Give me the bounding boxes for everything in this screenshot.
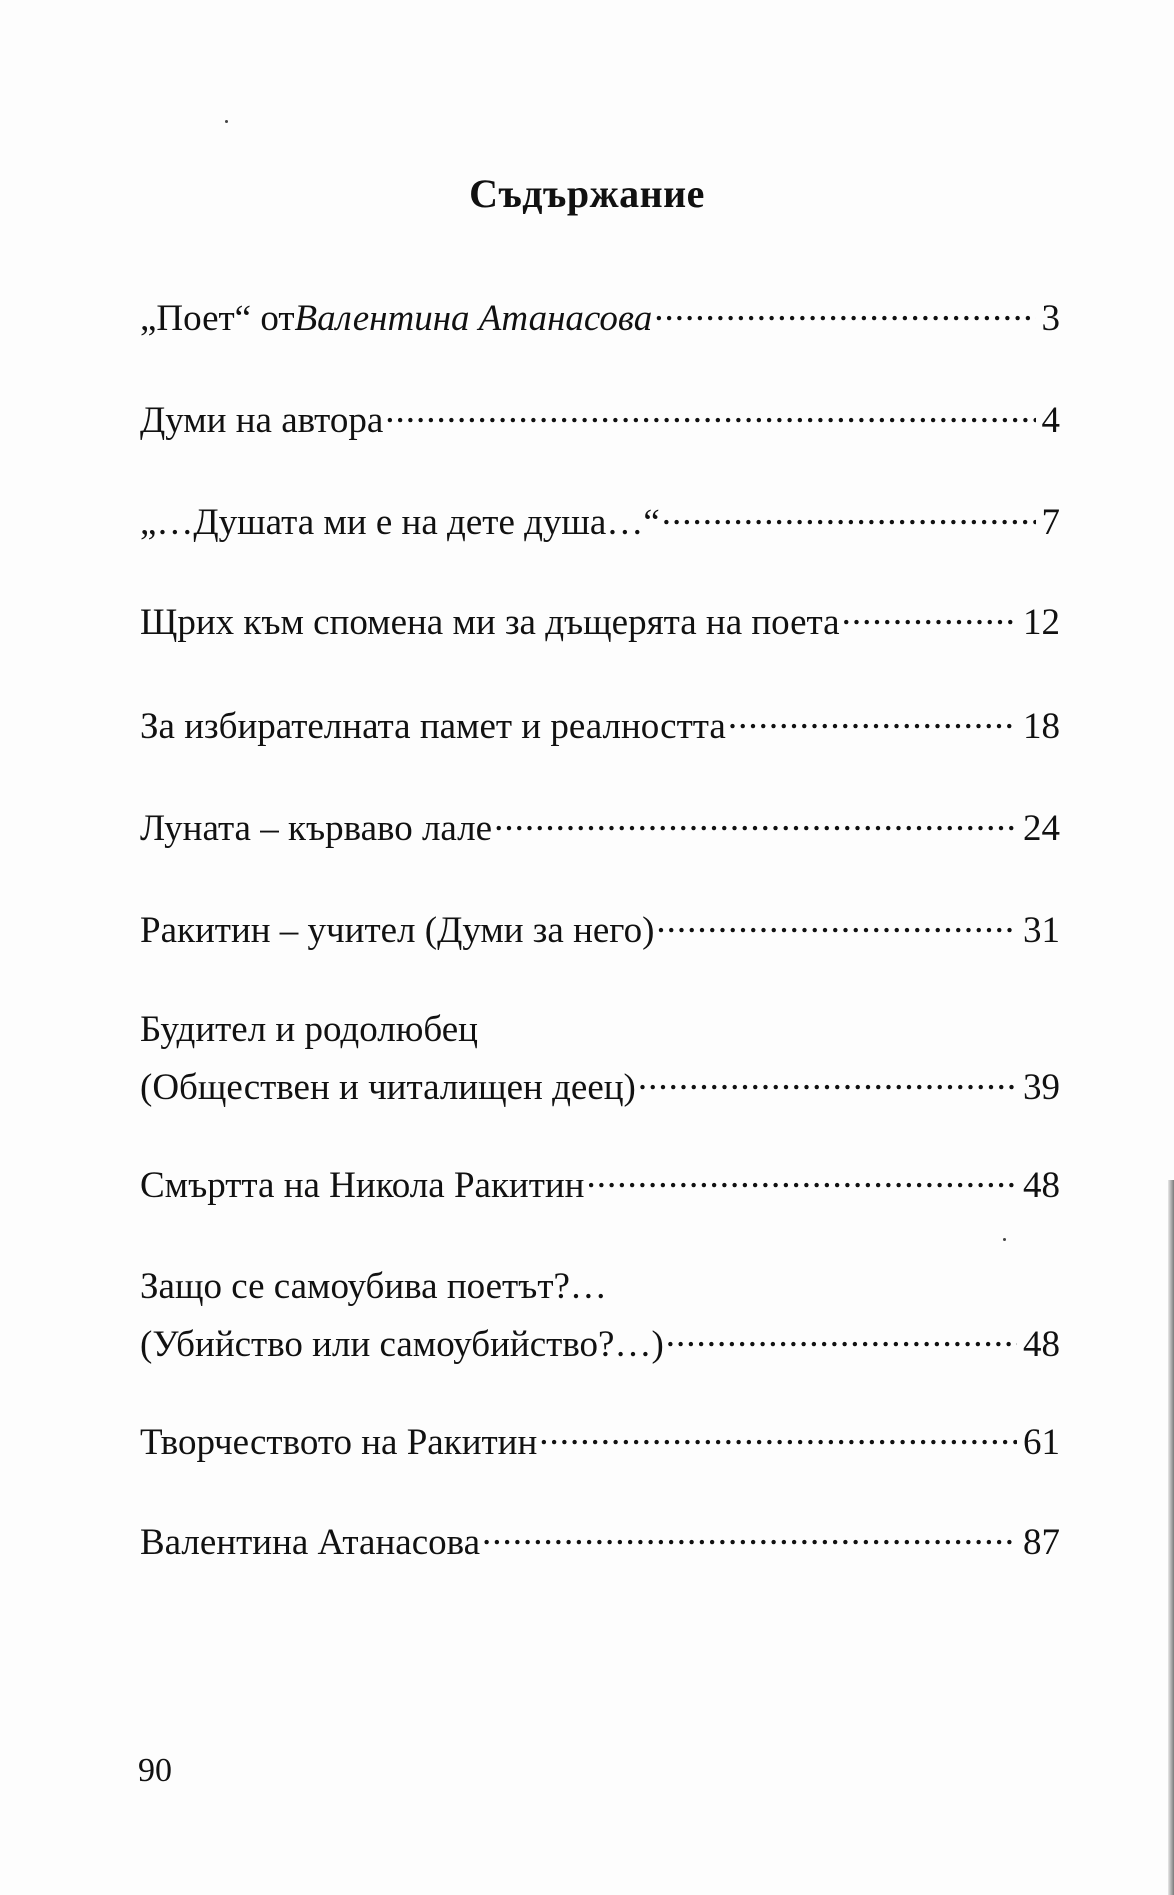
toc-entry-title: Ракитин – учител (Думи за него) — [140, 910, 655, 951]
dot-leader — [728, 701, 1017, 738]
toc-entry-page: 18 — [1023, 706, 1060, 747]
page-edge-shadow — [1168, 1180, 1174, 1895]
toc-entry-title: Думи на автора — [140, 400, 384, 441]
toc-entry-title-line1: Будител и родолюбец — [140, 1009, 478, 1050]
toc-entry-page: 4 — [1041, 400, 1060, 441]
dot-leader — [482, 1517, 1017, 1554]
dot-leader — [587, 1160, 1018, 1197]
toc-entry-page: 87 — [1023, 1522, 1060, 1563]
dot-leader — [385, 395, 1035, 432]
toc-entry — [140, 1417, 1060, 1468]
toc-entry-title: Валентина Атанасова — [140, 1522, 481, 1563]
toc-entry — [140, 701, 1060, 752]
toc-entry-page: 31 — [1023, 910, 1060, 951]
dot-leader — [662, 497, 1036, 534]
toc-entry — [140, 1517, 1060, 1568]
toc-entry-page: 3 — [1041, 298, 1060, 339]
toc-entry — [140, 905, 1060, 956]
toc-entry — [140, 597, 1060, 648]
toc-entry-page: 12 — [1023, 602, 1060, 643]
toc-entry-page: 48 — [1023, 1324, 1060, 1365]
toc-entry — [140, 497, 1060, 548]
toc-entry — [140, 293, 1060, 344]
scan-speck — [1003, 1238, 1006, 1241]
dot-leader — [494, 803, 1017, 840]
toc-entry-prefix: „Поет“ от — [140, 298, 295, 339]
toc-entry-page: 24 — [1023, 808, 1060, 849]
toc-entry — [140, 1005, 1060, 1113]
toc-entry-title: „…Душата ми е на дете душа…“ — [140, 502, 660, 543]
toc-entry-title: Смъртта на Никола Ракитин — [140, 1165, 585, 1206]
toc-entry-title: (Убийство или самоубийство?…) — [140, 1324, 664, 1365]
toc-entry-title: Щрих към спомена ми за дъщерята на поета — [140, 602, 840, 643]
page-number: 90 — [138, 1752, 172, 1789]
dot-leader — [666, 1319, 1017, 1356]
toc-entry — [140, 803, 1060, 854]
dot-leader — [842, 597, 1017, 634]
toc-entry-page: 7 — [1041, 502, 1060, 543]
dot-leader — [539, 1417, 1017, 1454]
toc-entry — [140, 1160, 1060, 1211]
toc-entry-author: Валентина Атанасова — [294, 298, 653, 339]
toc-entry-page: 61 — [1023, 1422, 1060, 1463]
dot-leader — [654, 293, 1035, 330]
toc-entry-page: 48 — [1023, 1165, 1060, 1206]
toc-entry-title-line1: Защо се самоубива поетът?… — [140, 1266, 607, 1307]
toc-entry-title: За избирателната памет и реалността — [140, 706, 726, 747]
toc-entry-title: Творчеството на Ракитин — [140, 1422, 538, 1463]
scan-speck — [225, 120, 228, 123]
page-title: Съдържание — [469, 171, 705, 216]
dot-leader — [638, 1062, 1017, 1099]
toc-entry-title: Луната – кърваво лале — [140, 808, 493, 849]
dot-leader — [656, 905, 1017, 942]
toc-entry-page: 39 — [1023, 1067, 1060, 1108]
toc-entry — [140, 395, 1060, 446]
toc-entry — [140, 1262, 1060, 1370]
toc-entry-title: (Обществен и читалищен деец) — [140, 1067, 636, 1108]
